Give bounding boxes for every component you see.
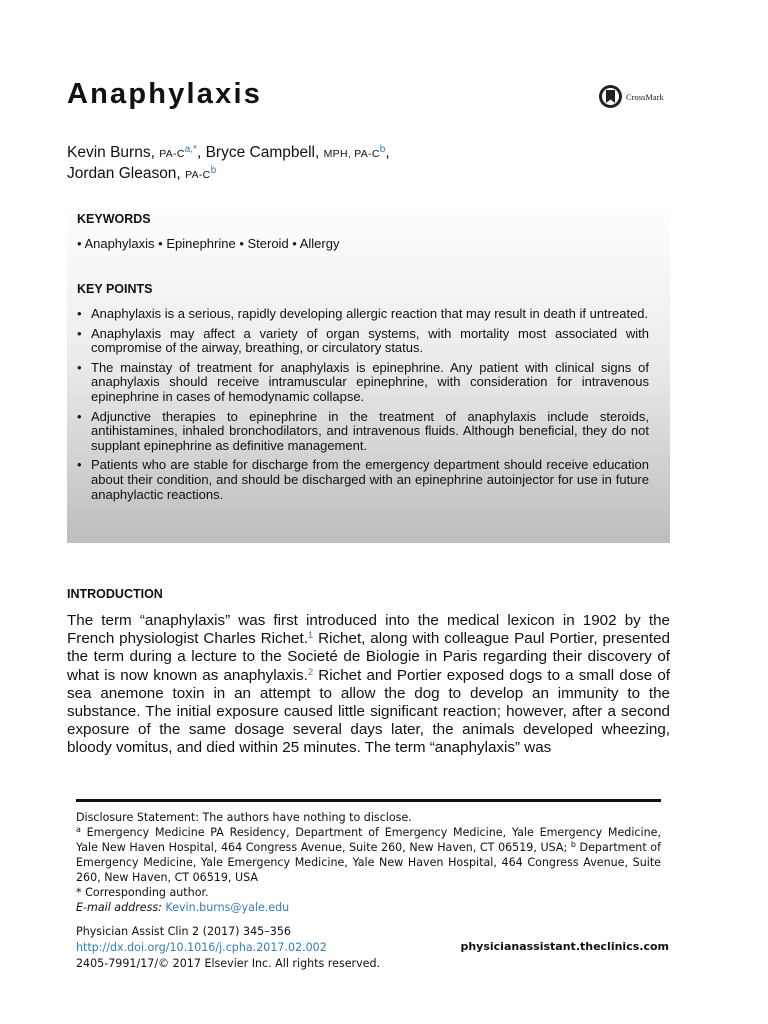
author-separator: , [196, 144, 206, 161]
article-title: Anaphylaxis [67, 78, 263, 110]
reference-link[interactable]: 2 [307, 666, 314, 678]
keywords-heading: KEYWORDS [77, 212, 151, 226]
affiliation-link[interactable]: b [210, 165, 217, 176]
keywords-list: • Anaphylaxis • Epinephrine • Steroid • Allergy [77, 236, 340, 251]
introduction-paragraph [67, 612, 670, 758]
copyright-line: 2405-7991/17/© 2017 Elsevier Inc. All rights reserved. [76, 957, 381, 970]
author-name: Jordan Gleason, [67, 165, 181, 182]
key-points-box [67, 203, 670, 543]
footnote-divider [76, 799, 661, 802]
intro-text: Richet, along with colleague Paul Portier, presented the term during a lecture to the Societé de Biologie in Paris regarding their discovery of what is now known as anaphylaxis. [67, 630, 670, 684]
key-point-item: • Patients who are stable for discharge from the emergency department should receive education about their condition, and should be discharged with an epinephrine autoinjector for use in future anaphylactic reactions. [77, 458, 649, 502]
doi-link[interactable]: http://dx.doi.org/10.1016/j.cpha.2017.02.002 [76, 941, 327, 954]
affiliation-link[interactable]: b [379, 144, 386, 155]
affiliation-mark: a [76, 825, 81, 834]
affiliation-b: Department of Emergency Medicine, Yale Emergency Medicine, Yale New Haven Hospital, 464 Congress Avenue, Suite 260, New Haven, CT 06519, USA [76, 841, 661, 884]
key-point-item: • The mainstay of treatment for anaphylaxis is epinephrine. Any patient with clinical signs of anaphylaxis should receive intramuscular epinephrine, with consideration for intravenous epinephrine in cases of hemodynamic collapse. [77, 361, 649, 405]
journal-citation: Physician Assist Clin 2 (2017) 345–356 [76, 925, 291, 938]
author-name: Bryce Campbell, [205, 144, 320, 161]
reference-link[interactable]: 1 [307, 630, 314, 642]
citation-block [76, 924, 380, 972]
intro-text: Richet and Portier exposed dogs to a small dose of sea anemone toxin in an attempt to allow the dog to develop an immunity to the substance. The initial exposure caused little significant reaction; however, after a second exposure of the same dosage several days later, the animals developed wheezing, bloody vomitus, and died within 25 minutes. The term “anaphylaxis” was [67, 666, 670, 757]
crossmark-badge[interactable] [598, 84, 664, 109]
disclosure-statement: Disclosure Statement: The authors have nothing to disclose. [76, 811, 412, 824]
author-degree: MPH, PA-C [323, 148, 380, 160]
key-points-heading: KEY POINTS [77, 282, 153, 296]
email-line [76, 900, 661, 915]
key-point-item: • Anaphylaxis may affect a variety of organ systems, with mortality most associated with compromise of the airway, breathing, or circulatory status. [77, 327, 649, 356]
affiliation-link[interactable]: a,* [184, 144, 197, 155]
author-degree: PA-C [185, 169, 211, 181]
corresponding-author: * Corresponding author. [76, 886, 209, 899]
key-points-list [77, 307, 649, 507]
section-heading-introduction: INTRODUCTION [67, 587, 163, 601]
affiliations [76, 825, 661, 885]
intro-text: The term “anaphylaxis” was first introduced into the medical lexicon in 1902 by the French physiologist Charles Richet. [67, 612, 670, 648]
footnotes [76, 810, 661, 915]
crossmark-icon [598, 84, 623, 109]
key-point-item: • Anaphylaxis is a serious, rapidly developing allergic reaction that may result in death if untreated. [77, 307, 649, 322]
crossmark-label: CrossMark [626, 91, 664, 102]
email-label: E-mail address: [76, 901, 162, 914]
author-name: Kevin Burns, [67, 144, 155, 161]
affiliation-mark: b [570, 840, 576, 849]
email-link[interactable]: Kevin.burns@yale.edu [165, 901, 290, 914]
key-point-item: • Adjunctive therapies to epinephrine in the treatment of anaphylaxis include steroids, antihistamines, inhaled bronchodilators, and intravenous fluids. Although beneficial, they do not supplant epinephrine as definitive management. [77, 410, 649, 454]
journal-website: physicianassistant.theclinics.com [460, 940, 669, 953]
affiliation-a: Emergency Medicine PA Residency, Department of Emergency Medicine, Yale Emergency Medicine, Yale New Haven Hospital, 464 Congress Avenue, Suite 260, New Haven, CT 06519, USA; [76, 826, 661, 854]
author-separator: , [385, 144, 390, 161]
author-list [67, 143, 707, 185]
author-degree: PA-C [159, 148, 185, 160]
